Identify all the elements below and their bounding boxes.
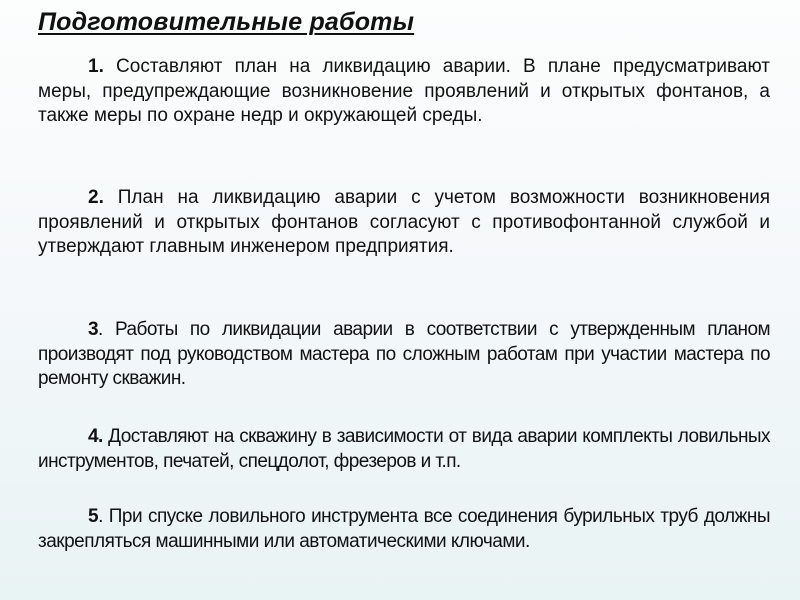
paragraph-number: 1. — [88, 56, 104, 77]
paragraph-text: План на ликвидацию аварии с учетом возможности возникновения проявлений и открытых фонтанов согласуют с противофонтанной службой и утверждают главным инженером предприятия. — [38, 187, 770, 257]
paragraph-text: . Работы по ликвидации аварии в соответствии с утвержденным планом производят под руководством мастера по сложным работам при участии мастера по ремонту скважин. — [38, 319, 770, 389]
paragraph-3 — [38, 318, 770, 392]
paragraph-2 — [38, 186, 770, 260]
paragraph-text: Доставляют на скважину в зависимости от вида аварии комплекты ловильных инструментов, печатей, спецдолот, фрезеров и т.п. — [38, 426, 770, 472]
paragraph-1 — [38, 55, 770, 129]
paragraph-number: 3 — [88, 319, 99, 340]
paragraph-number: 4. — [88, 426, 103, 447]
paragraph-text: . При спуске ловильного инструмента все соединения бурильных труб должны закрепляться машинными или автоматическими ключами. — [38, 506, 770, 552]
paragraph-text: Составляют план на ликвидацию аварии. В плане предусматривают меры, предупреждающие возникновение проявлений и открытых фонтанов, а также меры по охране недр и окружающей среды. — [38, 56, 770, 126]
paragraph-5 — [38, 505, 770, 554]
paragraph-number: 2. — [88, 187, 104, 208]
paragraph-number: 5 — [88, 506, 99, 527]
paragraph-4 — [38, 425, 770, 474]
slide-title: Подготовительные работы — [38, 8, 415, 36]
